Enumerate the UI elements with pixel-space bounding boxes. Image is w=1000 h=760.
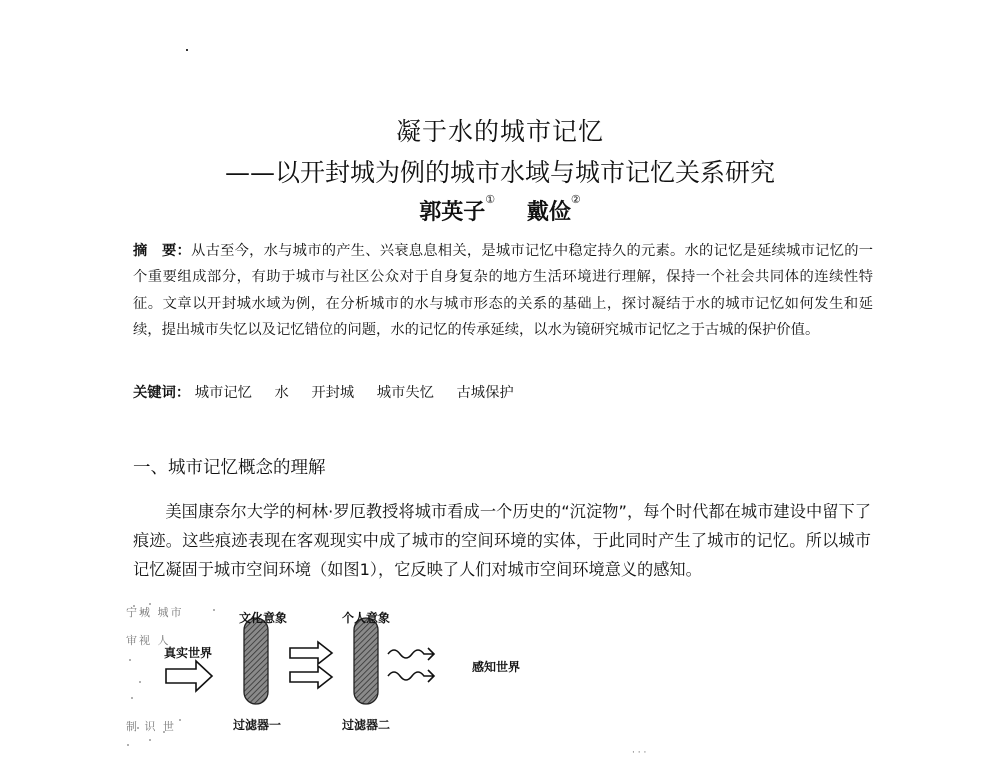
label-filter-two: 过滤器二: [342, 718, 391, 732]
label-filter-one: 过滤器一: [233, 718, 282, 732]
scan-noise-text: 审视 人: [126, 634, 171, 647]
body-paragraph: 美国康奈尔大学的柯林·罗厄教授将城市看成一个历史的“沉淀物”，每个时代都在城市建设中留下了痕迹。这些痕迹表现在客观现实中成了城市的空间环境的实体，于此同时产生了城市的记忆。所以城市记忆凝固于城市空间环境（如图1），它反映了人们对城市空间环境意义的感知。: [133, 502, 871, 579]
keyword: 城市记忆: [194, 385, 252, 401]
abstract-label: 摘 要：: [133, 243, 192, 259]
keyword: 开封城: [311, 385, 355, 401]
hollow-arrow-icon: [290, 666, 332, 688]
scan-speck: · · ·: [632, 748, 647, 758]
keyword: 古城保护: [456, 385, 514, 401]
author-2: [527, 195, 581, 226]
filter-one-cylinder: [244, 618, 268, 704]
author-1: [419, 195, 495, 226]
scan-noise-text: 宁城 城市: [126, 606, 184, 619]
keyword: 城市失忆: [376, 385, 434, 401]
abstract: [133, 238, 873, 343]
author-footnote-mark: ①: [485, 193, 496, 206]
author-name: 戴俭: [526, 199, 571, 225]
label-cultural-image: 文化意象: [239, 611, 288, 625]
label-perceived-world: 感知世界: [472, 660, 521, 674]
author-footnote-mark: ②: [570, 193, 581, 206]
paper-title: 凝于水的城市记忆: [395, 117, 604, 146]
scan-noise-text: 制 识 世: [126, 720, 176, 733]
wavy-arrow-icon: [388, 648, 434, 660]
label-personal-image: 个人意象: [342, 611, 391, 625]
section-heading: 一、城市记忆概念的理解: [133, 458, 326, 478]
figure-1: [120, 600, 580, 760]
wavy-arrow-icon: [388, 670, 434, 682]
filter-two-cylinder: [354, 618, 378, 704]
keywords-label: 关键词：: [133, 385, 191, 401]
hollow-arrow-icon: [166, 661, 212, 691]
label-real-world: 真实世界: [164, 646, 213, 660]
hollow-arrow-icon: [290, 642, 332, 664]
keywords: [133, 380, 873, 406]
author-line: [0, 195, 1000, 226]
author-name: 郭英子: [419, 199, 486, 225]
abstract-text: 从古至今，水与城市的产生、兴衰息息相关，是城市记忆中稳定持久的元素。水的记忆是延续城市记忆的一个重要组成部分，有助于城市与社区公众对于自身复杂的地方生活环境进行理解，保持一个社会共同体的连续性特征。文章以开封城水域为例，在分析城市的水与城市形态的关系的基础上，探讨凝结于水的城市记忆如何发生和延续，提出城市失忆以及记忆错位的问题，水的记忆的传承延续，以水为镜研究城市记忆之于古城的保护价值。: [133, 243, 874, 338]
keyword: 水: [274, 385, 289, 401]
paper-subtitle: ——以开封城为例的城市水域与城市记忆关系研究: [224, 158, 775, 187]
scan-speck: [186, 49, 188, 51]
